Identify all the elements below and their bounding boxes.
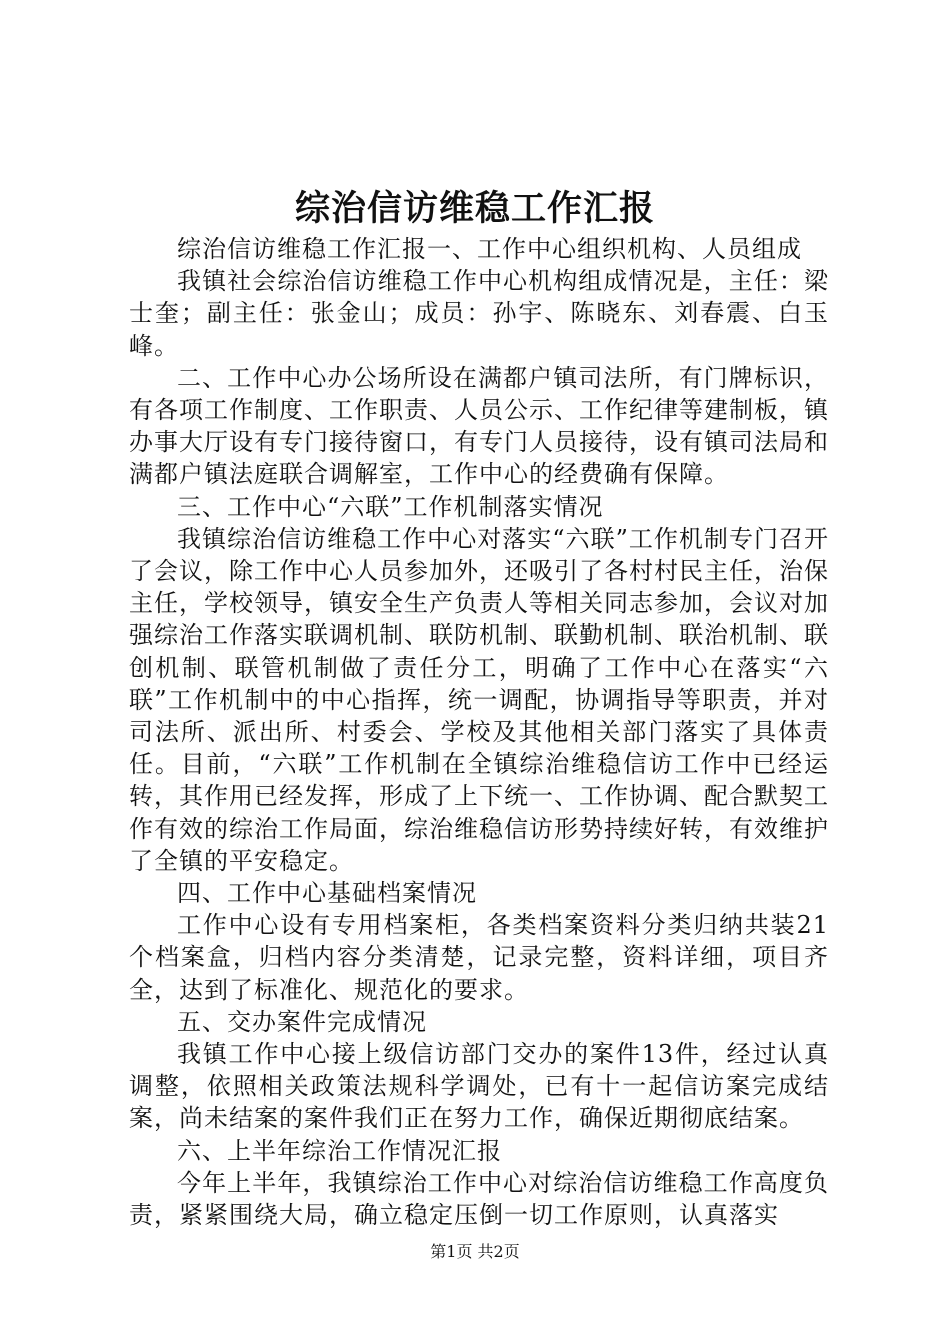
paragraph: 我镇工作中心接上级信访部门交办的案件13件，经过认真调整，依照相关政策法规科学调处，已有十一起信访案完成结案，尚未结案的案件我们正在努力工作，确保近期彻底结案。 xyxy=(129,1040,829,1133)
paragraph: 我镇综治信访维稳工作中心对落实“六联”工作机制专门召开了会议，除工作中心人员参加外，还吸引了各村村民主任，治保主任，学校领导，镇安全生产负责人等相关同志参加，会议对加强综治工作落实联调机制、联防机制、联勤机制、联治机制、联创机制、联管机制做了责任分工，明确了工作中心在落实“六联”工作机制中的中心指挥，统一调配，协调指导等职责，并对司法所、派出所、村委会、学校及其他相关部门落实了具体责任。目前，“六联”工作机制在全镇综治维稳信访工作中已经运转，其作用已经发挥，形成了上下统一、工作协调、配合默契工作有效的综治工作局面，综治维稳信访形势持续好转，有效维护了全镇的平安稳定。 xyxy=(129,524,829,875)
document-title: 综治信访维稳工作汇报 xyxy=(294,188,655,229)
paragraph: 工作中心设有专用档案柜，各类档案资料分类归纳共装21个档案盒，归档内容分类清楚，记录完整，资料详细，项目齐全，达到了标准化、规范化的要求。 xyxy=(129,911,829,1004)
page-number-footer: 第1页 共2页 xyxy=(430,1242,520,1261)
paragraph: 我镇社会综治信访维稳工作中心机构组成情况是，主任：梁士奎；副主任：张金山；成员：孙宇、陈晓东、刘春震、白玉峰。 xyxy=(129,267,829,360)
section-heading: 三、工作中心“六联”工作机制落实情况 xyxy=(177,492,604,521)
paragraph: 二、工作中心办公场所设在满都户镇司法所，有门牌标识，有各项工作制度、工作职责、人员公示、工作纪律等建制板，镇办事大厅设有专门接待窗口，有专门人员接待，设有镇司法局和满都户镇法庭联合调解室，工作中心的经费确有保障。 xyxy=(129,363,829,489)
paragraph: 今年上半年，我镇综治工作中心对综治信访维稳工作高度负责，紧紧围绕大局，确立稳定压倒一切工作原则，认真落实 xyxy=(129,1168,829,1230)
section-heading: 六、上半年综治工作情况汇报 xyxy=(177,1136,502,1165)
section-heading: 五、交办案件完成情况 xyxy=(177,1007,427,1036)
paragraph: 综治信访维稳工作汇报一、工作中心组织机构、人员组成 xyxy=(177,235,802,263)
document-body xyxy=(129,233,829,1231)
section-heading: 四、工作中心基础档案情况 xyxy=(177,879,477,908)
